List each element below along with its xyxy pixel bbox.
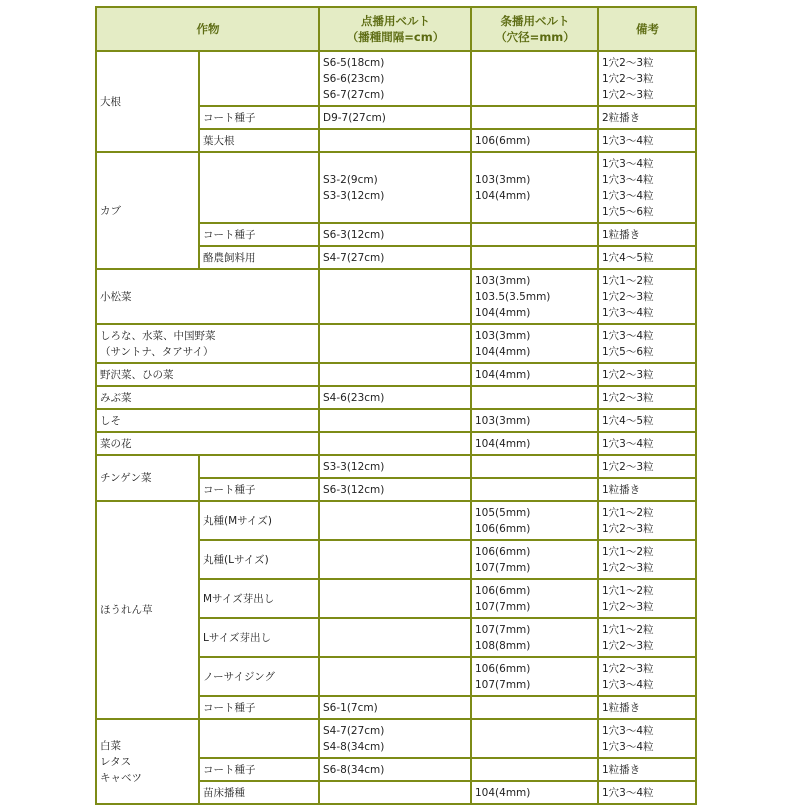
strip-belt-cell: 104(4mm)	[471, 432, 598, 455]
variety-cell: 丸種(Mサイズ)	[199, 501, 319, 540]
variety-cell: Mサイズ芽出し	[199, 579, 319, 618]
note-cell: 1穴4～5粒	[598, 246, 696, 269]
crop-cell: 野沢菜、ひの菜	[96, 363, 319, 386]
seeding-belt-table	[95, 6, 697, 805]
note-cell: 1粒播き	[598, 758, 696, 781]
variety-cell: コート種子	[199, 223, 319, 246]
note-cell: 1穴2～3粒	[598, 386, 696, 409]
point-belt-cell: S6-8(34cm)	[319, 758, 471, 781]
strip-belt-cell	[471, 51, 598, 106]
point-belt-cell: S6-5(18cm) S6-6(23cm) S6-7(27cm)	[319, 51, 471, 106]
strip-belt-cell: 103(3mm) 103.5(3.5mm) 104(4mm)	[471, 269, 598, 324]
variety-cell: Lサイズ芽出し	[199, 618, 319, 657]
crop-cell: チンゲン菜	[96, 455, 199, 501]
point-belt-cell: S3-3(12cm)	[319, 455, 471, 478]
crop-cell: ほうれん草	[96, 501, 199, 719]
note-cell: 1穴2～3粒 1穴2～3粒 1穴2～3粒	[598, 51, 696, 106]
crop-cell: しろな、水菜、中国野菜 （サントナ、タアサイ）	[96, 324, 319, 363]
variety-cell: ノーサイジング	[199, 657, 319, 696]
point-belt-cell	[319, 363, 471, 386]
variety-cell	[199, 152, 319, 223]
note-cell: 1穴1～2粒 1穴2～3粒	[598, 579, 696, 618]
note-cell: 1穴3～4粒	[598, 129, 696, 152]
crop-cell: 菜の花	[96, 432, 319, 455]
header-point-belt: 点播用ベルト （播種間隔=cm）	[319, 7, 471, 51]
strip-belt-cell: 103(3mm) 104(4mm)	[471, 324, 598, 363]
crop-cell: 白菜 レタス キャベツ	[96, 719, 199, 804]
note-cell: 1穴3～4粒	[598, 781, 696, 804]
point-belt-cell: D9-7(27cm)	[319, 106, 471, 129]
strip-belt-cell	[471, 696, 598, 719]
header-strip-belt: 条播用ベルト （穴径=mm）	[471, 7, 598, 51]
strip-belt-cell	[471, 223, 598, 246]
point-belt-cell	[319, 432, 471, 455]
table-row	[96, 501, 696, 540]
strip-belt-cell: 105(5mm) 106(6mm)	[471, 501, 598, 540]
header-note: 備考	[598, 7, 696, 51]
table-row	[96, 324, 696, 363]
table-row	[96, 455, 696, 478]
note-cell: 1粒播き	[598, 478, 696, 501]
note-cell: 1穴2～3粒 1穴3～4粒	[598, 657, 696, 696]
note-cell: 1穴1～2粒 1穴2～3粒	[598, 540, 696, 579]
crop-cell: 小松菜	[96, 269, 319, 324]
point-belt-cell: S4-6(23cm)	[319, 386, 471, 409]
note-cell: 1穴2～3粒	[598, 363, 696, 386]
point-belt-cell	[319, 657, 471, 696]
note-cell: 2粒播き	[598, 106, 696, 129]
point-belt-cell: S3-2(9cm) S3-3(12cm)	[319, 152, 471, 223]
point-belt-cell	[319, 618, 471, 657]
note-cell: 1穴4～5粒	[598, 409, 696, 432]
strip-belt-cell: 104(4mm)	[471, 363, 598, 386]
variety-cell: コート種子	[199, 758, 319, 781]
point-belt-cell	[319, 129, 471, 152]
point-belt-cell	[319, 579, 471, 618]
note-cell: 1穴3～4粒	[598, 432, 696, 455]
strip-belt-cell	[471, 106, 598, 129]
point-belt-cell	[319, 409, 471, 432]
strip-belt-cell: 103(3mm) 104(4mm)	[471, 152, 598, 223]
point-belt-cell	[319, 324, 471, 363]
strip-belt-cell	[471, 246, 598, 269]
note-cell: 1穴3～4粒 1穴5～6粒	[598, 324, 696, 363]
point-belt-cell	[319, 540, 471, 579]
table-row	[96, 409, 696, 432]
point-belt-cell: S4-7(27cm) S4-8(34cm)	[319, 719, 471, 758]
variety-cell	[199, 51, 319, 106]
strip-belt-cell	[471, 719, 598, 758]
variety-cell	[199, 719, 319, 758]
strip-belt-cell: 106(6mm)	[471, 129, 598, 152]
strip-belt-cell: 104(4mm)	[471, 781, 598, 804]
variety-cell: コート種子	[199, 478, 319, 501]
note-cell: 1穴1～2粒 1穴2～3粒	[598, 618, 696, 657]
variety-cell: コート種子	[199, 106, 319, 129]
crop-cell: みぶ菜	[96, 386, 319, 409]
crop-cell: しそ	[96, 409, 319, 432]
note-cell: 1穴3～4粒 1穴3～4粒 1穴3～4粒 1穴5～6粒	[598, 152, 696, 223]
point-belt-cell	[319, 501, 471, 540]
point-belt-cell	[319, 781, 471, 804]
table-row	[96, 152, 696, 223]
note-cell: 1穴3～4粒 1穴3～4粒	[598, 719, 696, 758]
strip-belt-cell	[471, 455, 598, 478]
table-row	[96, 719, 696, 758]
table-row	[96, 269, 696, 324]
note-cell: 1穴2～3粒	[598, 455, 696, 478]
crop-cell: 大根	[96, 51, 199, 152]
strip-belt-cell	[471, 386, 598, 409]
strip-belt-cell	[471, 478, 598, 501]
variety-cell	[199, 455, 319, 478]
point-belt-cell: S4-7(27cm)	[319, 246, 471, 269]
point-belt-cell: S6-1(7cm)	[319, 696, 471, 719]
variety-cell: 葉大根	[199, 129, 319, 152]
strip-belt-cell: 106(6mm) 107(7mm)	[471, 540, 598, 579]
variety-cell: コート種子	[199, 696, 319, 719]
strip-belt-cell: 107(7mm) 108(8mm)	[471, 618, 598, 657]
table-row	[96, 432, 696, 455]
table-row	[96, 386, 696, 409]
point-belt-cell: S6-3(12cm)	[319, 223, 471, 246]
table-body	[96, 51, 696, 804]
variety-cell: 苗床播種	[199, 781, 319, 804]
strip-belt-cell: 106(6mm) 107(7mm)	[471, 657, 598, 696]
note-cell: 1穴1～2粒 1穴2～3粒	[598, 501, 696, 540]
note-cell: 1粒播き	[598, 223, 696, 246]
table-row	[96, 363, 696, 386]
table-header-row	[96, 7, 696, 51]
note-cell: 1粒播き	[598, 696, 696, 719]
strip-belt-cell: 106(6mm) 107(7mm)	[471, 579, 598, 618]
strip-belt-cell	[471, 758, 598, 781]
note-cell: 1穴1～2粒 1穴2～3粒 1穴3～4粒	[598, 269, 696, 324]
point-belt-cell	[319, 269, 471, 324]
point-belt-cell: S6-3(12cm)	[319, 478, 471, 501]
header-crop: 作物	[96, 7, 319, 51]
variety-cell: 酪農飼料用	[199, 246, 319, 269]
variety-cell: 丸種(Lサイズ)	[199, 540, 319, 579]
table-row	[96, 51, 696, 106]
crop-cell: カブ	[96, 152, 199, 269]
strip-belt-cell: 103(3mm)	[471, 409, 598, 432]
